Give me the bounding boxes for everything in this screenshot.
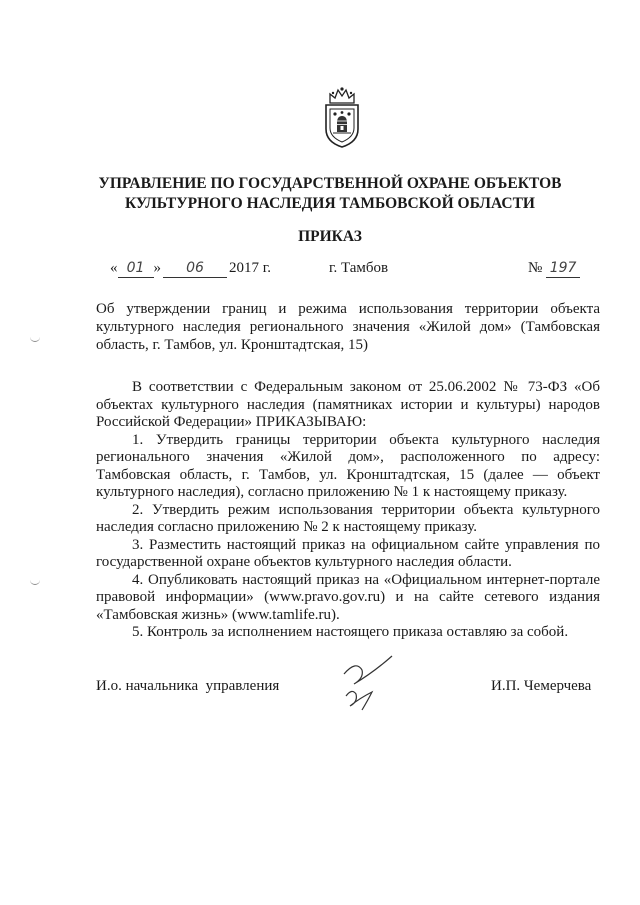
date-open-quote: « bbox=[110, 260, 118, 276]
date-close-quote: » bbox=[153, 260, 161, 276]
signatory-name: И.П. Чемерчева bbox=[491, 678, 592, 694]
number-sign: № bbox=[528, 260, 543, 276]
order-item-5: 5. Контроль за исполнением настоящего приказа оставляю за собой. bbox=[132, 624, 569, 640]
date-year: 2017 г. bbox=[229, 260, 271, 276]
order-item-3: 3. Разместить настоящий приказ на официальном сайте управления по государственной охране объектов культурного наследия области. bbox=[96, 536, 600, 570]
coat-of-arms-emblem bbox=[321, 85, 363, 149]
order-item-4: 4. Опубликовать настоящий приказ на «Официальном интернет-портале правовой информации» (www.pravo.gov.ru) и на сайте сетевого издания «Тамбовская жизнь» (www.tamlife.ru). bbox=[96, 571, 600, 623]
margin-hole-mark bbox=[30, 335, 40, 342]
signatory-position: И.о. начальника управления bbox=[96, 678, 280, 694]
agency-title-line1: УПРАВЛЕНИЕ ПО ГОСУДАРСТВЕННОЙ ОХРАНЕ ОБЪЕКТОВ bbox=[98, 175, 562, 192]
order-number bbox=[528, 259, 580, 278]
order-item-1: 1. Утвердить границы территории объекта культурного наследия регионального значения «Жилой дом», расположенного по адресу: Тамбовская область, г. Тамбов, ул. Кронштадтская, 15 (далее — объект культурного наследия), согласно приложению № 1 к настоящему приказу. bbox=[96, 431, 600, 500]
date-day-handwritten: 01 bbox=[118, 259, 154, 278]
document-type-title: ПРИКАЗ bbox=[298, 228, 362, 245]
order-city: г. Тамбов bbox=[329, 260, 389, 276]
order-item-2: 2. Утвердить режим использования территории объекта культурного наследия согласно приложению № 2 к настоящему приказу. bbox=[96, 501, 600, 535]
order-date bbox=[110, 259, 271, 278]
agency-title-line2: КУЛЬТУРНОГО НАСЛЕДИЯ ТАМБОВСКОЙ ОБЛАСТИ bbox=[125, 195, 535, 212]
date-month-handwritten: 06 bbox=[163, 259, 227, 278]
preamble-paragraph: В соответствии с Федеральным законом от 25.06.2002 № 73-ФЗ «Об объектах культурного наследия (памятниках истории и культуры) народов Российской Федерации» ПРИКАЗЫВАЮ: bbox=[96, 379, 600, 430]
handwritten-signature bbox=[336, 652, 400, 714]
order-subject: Об утверждении границ и режима использования территории объекта культурного наследия регионального значения «Жилой дом» (Тамбовская область, г. Тамбов, ул. Кронштадтская, 15) bbox=[96, 301, 600, 353]
order-body bbox=[96, 379, 600, 642]
order-number-handwritten: 197 bbox=[546, 259, 580, 278]
margin-hole-mark bbox=[30, 578, 40, 585]
